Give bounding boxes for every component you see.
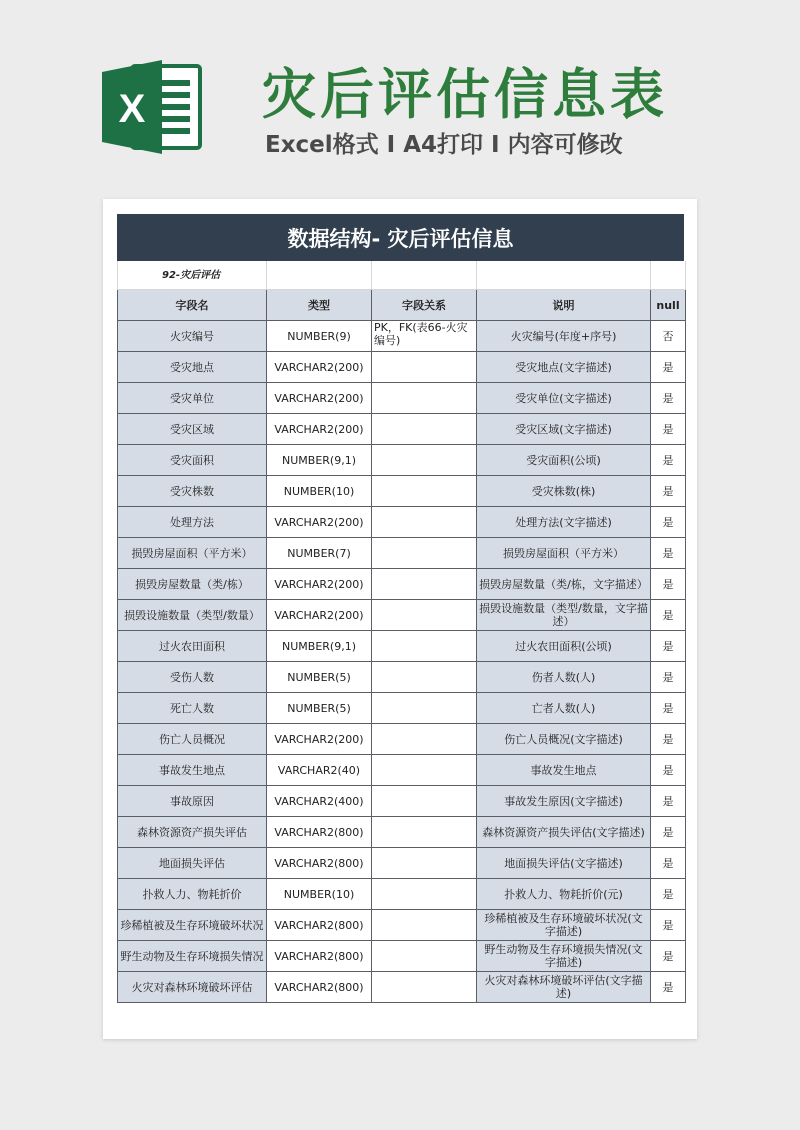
field-relation-cell — [372, 352, 477, 383]
table-row — [118, 538, 686, 569]
field-relation-cell — [372, 879, 477, 910]
field-description-cell: 受灾单位(文字描述) — [477, 383, 651, 414]
field-description-cell: 损毁房屋数量（类/栋，文字描述） — [477, 569, 651, 600]
field-type-cell: VARCHAR2(200) — [267, 569, 372, 600]
field-relation-cell — [372, 569, 477, 600]
table-row — [118, 972, 686, 1003]
table-row — [118, 786, 686, 817]
field-relation-cell — [372, 507, 477, 538]
field-name-cell: 处理方法 — [118, 507, 267, 538]
field-null-cell: 是 — [651, 414, 686, 445]
field-relation-cell — [372, 848, 477, 879]
table-row — [118, 879, 686, 910]
excel-logo-icon — [102, 60, 202, 154]
field-null-cell: 是 — [651, 538, 686, 569]
field-description-cell: 扑救人力、物耗折价(元) — [477, 879, 651, 910]
table-row — [118, 848, 686, 879]
field-description-cell: 珍稀植被及生存环境破坏状况(文字描述) — [477, 910, 651, 941]
field-null-cell: 是 — [651, 445, 686, 476]
field-null-cell: 是 — [651, 662, 686, 693]
field-null-cell: 是 — [651, 786, 686, 817]
table-row — [118, 445, 686, 476]
field-description-cell: 过火农田面积(公顷) — [477, 631, 651, 662]
field-description-cell: 地面损失评估(文字描述) — [477, 848, 651, 879]
field-name-cell: 森林资源资产损失评估 — [118, 817, 267, 848]
field-null-cell: 是 — [651, 817, 686, 848]
field-type-cell: NUMBER(7) — [267, 538, 372, 569]
field-relation-cell — [372, 662, 477, 693]
field-type-cell: NUMBER(9) — [267, 321, 372, 352]
field-type-cell: VARCHAR2(800) — [267, 972, 372, 1003]
field-type-cell: NUMBER(5) — [267, 662, 372, 693]
field-description-cell: 森林资源资产损失评估(文字描述) — [477, 817, 651, 848]
sheet-page — [103, 199, 697, 1039]
field-description-cell: 事故发生地点 — [477, 755, 651, 786]
field-relation-cell — [372, 538, 477, 569]
field-type-cell: NUMBER(5) — [267, 693, 372, 724]
field-description-cell: 野生动物及生存环境损失情况(文字描述) — [477, 941, 651, 972]
field-relation-cell — [372, 631, 477, 662]
field-relation-cell — [372, 383, 477, 414]
field-name-cell: 野生动物及生存环境损失情况 — [118, 941, 267, 972]
field-name-cell: 损毁设施数量（类型/数量） — [118, 600, 267, 631]
field-null-cell: 是 — [651, 569, 686, 600]
field-name-cell: 受灾面积 — [118, 445, 267, 476]
field-name-cell: 损毁房屋面积（平方米） — [118, 538, 267, 569]
field-type-cell: VARCHAR2(200) — [267, 383, 372, 414]
field-type-cell: VARCHAR2(800) — [267, 910, 372, 941]
field-name-cell: 受灾单位 — [118, 383, 267, 414]
table-row — [118, 941, 686, 972]
field-description-cell: 火灾对森林环境破坏评估(文字描述) — [477, 972, 651, 1003]
field-type-cell: VARCHAR2(200) — [267, 600, 372, 631]
table-row — [118, 569, 686, 600]
field-type-cell: NUMBER(9,1) — [267, 445, 372, 476]
field-relation-cell — [372, 817, 477, 848]
field-type-cell: VARCHAR2(800) — [267, 817, 372, 848]
table-row — [118, 817, 686, 848]
field-relation-cell — [372, 786, 477, 817]
field-type-cell: VARCHAR2(400) — [267, 786, 372, 817]
field-type-cell: VARCHAR2(200) — [267, 352, 372, 383]
sheet-banner: 数据结构- 灾后评估信息 — [117, 214, 684, 261]
field-relation-cell — [372, 972, 477, 1003]
field-name-cell: 事故发生地点 — [118, 755, 267, 786]
field-type-cell: VARCHAR2(200) — [267, 507, 372, 538]
field-description-cell: 伤亡人员概况(文字描述) — [477, 724, 651, 755]
column-header: 类型 — [267, 290, 372, 321]
field-description-cell: 损毁设施数量（类型/数量，文字描述） — [477, 600, 651, 631]
field-name-cell: 受伤人数 — [118, 662, 267, 693]
table-row — [118, 724, 686, 755]
field-description-cell: 受灾面积(公顷) — [477, 445, 651, 476]
table-row — [118, 321, 686, 352]
table-row — [118, 693, 686, 724]
field-description-cell: 处理方法(文字描述) — [477, 507, 651, 538]
column-header: null — [651, 290, 686, 321]
table-row — [118, 352, 686, 383]
field-relation-cell — [372, 476, 477, 507]
field-relation-cell — [372, 693, 477, 724]
field-name-cell: 受灾地点 — [118, 352, 267, 383]
field-description-cell: 受灾株数(株) — [477, 476, 651, 507]
field-description-cell: 受灾区域(文字描述) — [477, 414, 651, 445]
field-description-cell: 损毁房屋面积（平方米） — [477, 538, 651, 569]
field-relation-cell: PK，FK(表66-火灾编号) — [372, 321, 477, 352]
field-name-cell: 珍稀植被及生存环境破坏状况 — [118, 910, 267, 941]
table-row — [118, 383, 686, 414]
table-row — [118, 600, 686, 631]
table-name: 92-灾后评估 — [118, 261, 267, 290]
field-null-cell: 是 — [651, 476, 686, 507]
field-relation-cell — [372, 445, 477, 476]
field-null-cell: 是 — [651, 910, 686, 941]
field-type-cell: VARCHAR2(200) — [267, 414, 372, 445]
field-name-cell: 火灾编号 — [118, 321, 267, 352]
field-name-cell: 受灾株数 — [118, 476, 267, 507]
table-row — [118, 755, 686, 786]
field-name-cell: 伤亡人员概况 — [118, 724, 267, 755]
field-description-cell: 火灾编号(年度+序号) — [477, 321, 651, 352]
field-name-cell: 事故原因 — [118, 786, 267, 817]
field-name-cell: 火灾对森林环境破坏评估 — [118, 972, 267, 1003]
field-name-cell: 过火农田面积 — [118, 631, 267, 662]
field-null-cell: 是 — [651, 693, 686, 724]
field-type-cell: NUMBER(9,1) — [267, 631, 372, 662]
table-row — [118, 476, 686, 507]
field-type-cell: VARCHAR2(800) — [267, 848, 372, 879]
table-row — [118, 631, 686, 662]
field-type-cell: VARCHAR2(800) — [267, 941, 372, 972]
data-structure-table — [117, 261, 686, 1003]
field-description-cell: 受灾地点(文字描述) — [477, 352, 651, 383]
field-relation-cell — [372, 910, 477, 941]
field-null-cell: 是 — [651, 631, 686, 662]
field-null-cell: 是 — [651, 352, 686, 383]
field-relation-cell — [372, 724, 477, 755]
table-row — [118, 507, 686, 538]
field-type-cell: VARCHAR2(200) — [267, 724, 372, 755]
field-null-cell: 是 — [651, 879, 686, 910]
field-relation-cell — [372, 941, 477, 972]
column-header: 字段关系 — [372, 290, 477, 321]
field-null-cell: 是 — [651, 600, 686, 631]
column-header: 字段名 — [118, 290, 267, 321]
field-name-cell: 受灾区域 — [118, 414, 267, 445]
field-null-cell: 否 — [651, 321, 686, 352]
field-null-cell: 是 — [651, 724, 686, 755]
field-relation-cell — [372, 600, 477, 631]
field-name-cell: 死亡人数 — [118, 693, 267, 724]
field-null-cell: 是 — [651, 941, 686, 972]
column-header: 说明 — [477, 290, 651, 321]
field-name-cell: 地面损失评估 — [118, 848, 267, 879]
field-type-cell: VARCHAR2(40) — [267, 755, 372, 786]
table-row — [118, 910, 686, 941]
page-title: 灾后评估信息表 — [262, 63, 668, 126]
field-null-cell: 是 — [651, 507, 686, 538]
header-row — [118, 290, 686, 321]
field-null-cell: 是 — [651, 848, 686, 879]
table-name-row — [118, 261, 686, 290]
field-null-cell: 是 — [651, 383, 686, 414]
field-type-cell: NUMBER(10) — [267, 476, 372, 507]
table-row — [118, 662, 686, 693]
field-name-cell: 扑救人力、物耗折价 — [118, 879, 267, 910]
table-row — [118, 414, 686, 445]
field-null-cell: 是 — [651, 972, 686, 1003]
page-subtitle: Excel格式 I A4打印 I 内容可修改 — [265, 132, 623, 158]
field-name-cell: 损毁房屋数量（类/栋） — [118, 569, 267, 600]
field-description-cell: 亡者人数(人) — [477, 693, 651, 724]
field-relation-cell — [372, 414, 477, 445]
field-type-cell: NUMBER(10) — [267, 879, 372, 910]
svg-text:X: X — [118, 87, 146, 131]
field-null-cell: 是 — [651, 755, 686, 786]
field-description-cell: 事故发生原因(文字描述) — [477, 786, 651, 817]
field-description-cell: 伤者人数(人) — [477, 662, 651, 693]
field-relation-cell — [372, 755, 477, 786]
